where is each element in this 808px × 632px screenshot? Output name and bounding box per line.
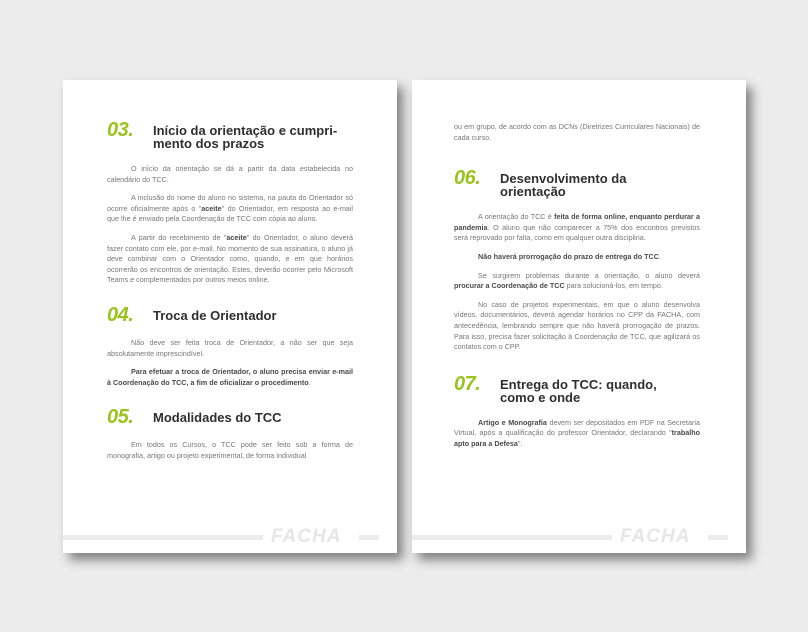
text: devem ser depositados em PDF na Secretaria Virtual, após a qualificação do professor Orientador, declarando " [454,417,700,438]
text: . O aluno que não comparecer a 75% dos encontros previstos será reprovado por falta, como em qualquer outra disciplina. [454,222,700,243]
section-04-title: Troca de Orientador [153,307,277,323]
section-03-heading [107,121,353,150]
section-07-number: 07. [454,372,481,395]
section-06-heading [454,169,700,198]
bold-aceite: aceite [201,203,222,213]
section-07-heading [454,372,700,405]
text: . [658,251,661,261]
text: A inclusão do nome do aluno no sistema, na pauta do Orientador só ocorre oficialmente após o " [107,193,353,213]
bold-text: procurar a Coordenação de TCC [454,281,565,291]
section-07-title-line2: como e onde [500,389,581,405]
text: " do Orientador, o aluno deverá fazer contato com ele, por e-mail. No momento de sua assinatura, o aluno já deve combinar com o Orientador como, quando, e em que horários ocorrerão os encontros de orientação. Estes, deverão ocorrer pelo Microsoft Teams e complementados por outros meios online. [107,232,353,285]
section-05-number: 05. [107,406,134,429]
section-03-paragraph-3 [107,233,353,286]
right-page-footer [412,526,746,550]
right-page [412,80,746,553]
left-page-content [107,80,353,470]
text: . [308,377,311,387]
section-04-paragraph-1: Não deve ser feita troca de Orientador, a não ser que seja absolutamente imprescindível. [107,337,353,358]
bold-aceite: aceite [226,232,247,242]
text: Se surgirem problemas durante a orientação, o aluno deverá [478,270,700,280]
footer-bar-left [63,535,263,540]
section-07-title-line1: Entrega do TCC: quando, [500,376,657,392]
section-04-heading [107,303,353,326]
bold-text: feita de forma online, enquanto perdurar a pandemia [454,212,700,232]
right-page-content [454,80,700,458]
left-page-footer [63,526,397,550]
section-05-paragraph-1: Em todos os Cursos, o TCC pode ser feito sob a forma de monografia, artigo ou projeto experimental, de forma individual [107,440,353,460]
text: ". [517,438,523,448]
bold-text: Para efetuar a troca de Orientador, o aluno precisa enviar e-mail à Coordenação do TCC, a fim de oficializar o procedimento [107,367,353,387]
section-06-title-line1: Desenvolvimento da [500,171,627,187]
section-05-title: Modalidades do TCC [153,410,282,426]
text: A partir do recebimento de " [131,232,227,242]
section-07-title [500,375,657,404]
facha-logo: FACHA [620,526,691,547]
section-06-number: 06. [454,167,481,190]
text: A orientação do TCC é [478,212,555,222]
bold-text: trabalho apto para a Defesa [454,428,700,448]
section-06-paragraph-4: No caso de projetos experimentais, em que o aluno desenvolva vídeos, documentários, deverá agendar horários no CPP da FACHA, com antecedência, lembrando sempre que não haverá prorrogação de prazos. Para isso, precisa fazer solicitação à Coordenação de TCC, que agilizará os contatos com o CPP. [454,299,700,352]
section-03-title-line1: Início da orientação e cumpri- [153,123,338,138]
footer-bar-left [412,535,612,540]
section-03-title-line2: mento dos prazos [153,136,265,151]
facha-logo: FACHA [271,526,342,547]
text: " do Orientador, em resposta ao e-mail que lhe é enviado pela Coordenação de TCC com cópia ao aluno. [107,203,354,224]
section-03-paragraph-2 [107,193,353,225]
section-03-paragraph-1: O início da orientação se dá a partir da data estabelecida no calendário do TCC. [107,164,353,184]
footer-bar-right [359,535,379,540]
section-03-number: 03. [107,119,134,141]
section-05-heading [107,406,353,429]
section-06-paragraph-3 [454,271,700,292]
footer-bar-right [708,535,728,540]
section-07-paragraph-1 [454,418,700,450]
left-page [63,80,397,553]
section-04-paragraph-2 [107,367,353,388]
bold-text: Não haverá prorrogação do prazo de entrega do TCC [478,251,659,261]
section-06-paragraph-2 [454,252,700,263]
text: para solucioná-los, em tempo. [564,281,663,291]
section-06-paragraph-1 [454,212,700,244]
bold-text: Artigo e Monografia [478,417,547,427]
section-06-title-line2: orientação [500,184,566,200]
section-05-continuation: ou em grupo, de acordo com as DCNs (Diretrizes Curriculares Nacionais) de cada curso. [454,122,700,142]
section-03-title [153,121,337,150]
section-04-number: 04. [107,303,134,326]
section-06-title [500,169,626,198]
